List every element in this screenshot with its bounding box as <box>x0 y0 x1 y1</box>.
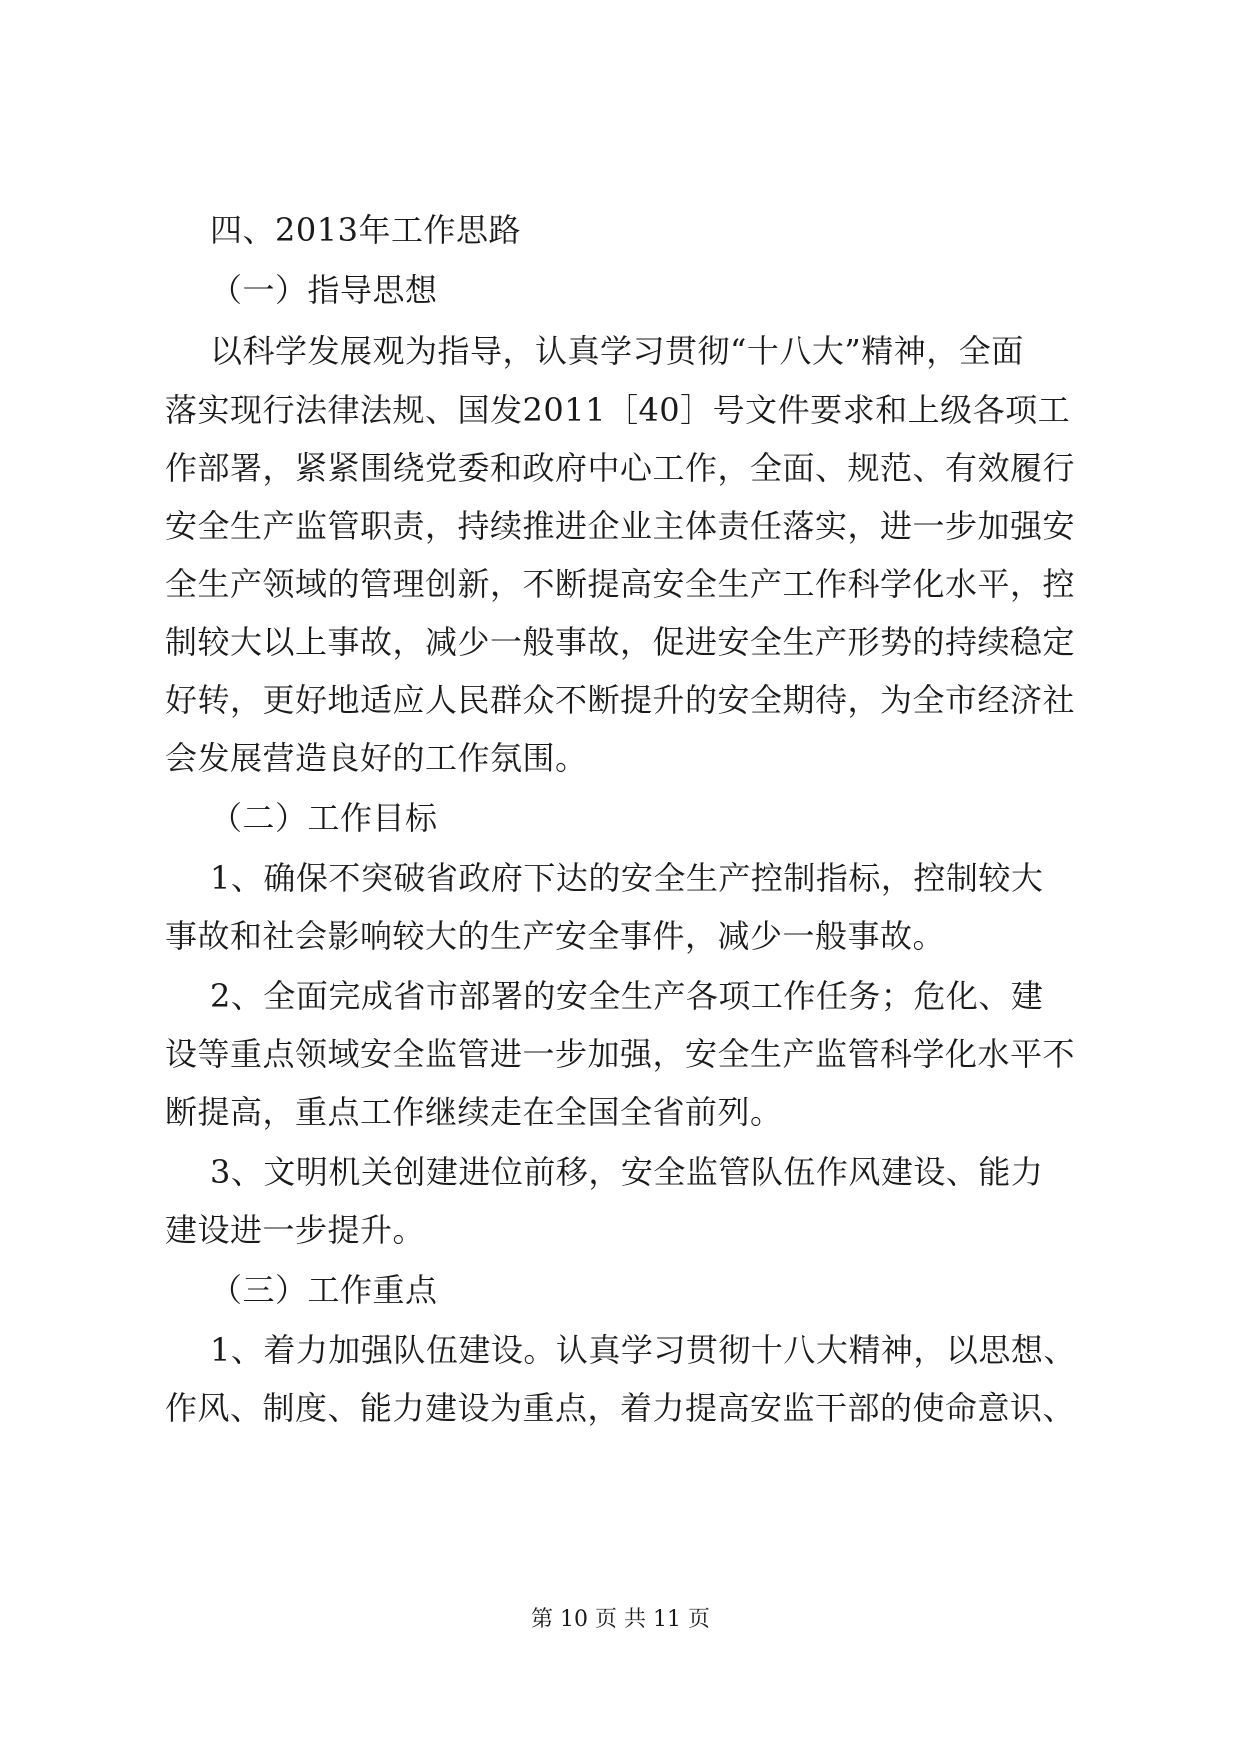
subsection-heading: （一）指导思想 <box>210 271 438 309</box>
paragraph-line: 作部署，紧紧围绕党委和政府中心工作，全面、规范、有效履行 <box>165 449 1076 487</box>
paragraph-line: 制较大以上事故，减少一般事故，促进安全生产形势的持续稳定 <box>165 623 1076 661</box>
paragraph-line: 作风、制度、能力建设为重点，着力提高安监干部的使命意识、 <box>165 1389 1076 1427</box>
paragraph-line: 1、着力加强队伍建设。认真学习贯彻十八大精神，以思想、 <box>210 1331 1076 1369</box>
paragraph-line: 断提高，重点工作继续走在全国全省前列。 <box>165 1093 783 1131</box>
subsection-heading: （二）工作目标 <box>210 799 438 837</box>
paragraph-line: 1、确保不突破省政府下达的安全生产控制指标，控制较大 <box>210 859 1044 897</box>
paragraph-line: 以科学发展观为指导，认真学习贯彻“十八大”精神，全面 <box>210 332 1024 370</box>
paragraph-line: 好转，更好地适应人民群众不断提升的安全期待，为全市经济社 <box>165 681 1076 719</box>
paragraph-line: 事故和社会影响较大的生产安全事件，减少一般事故。 <box>165 917 946 955</box>
paragraph-line: 设等重点领域安全监管进一步加强，安全生产监管科学化水平不 <box>165 1035 1076 1073</box>
paragraph-line: 会发展营造良好的工作氛围。 <box>165 739 588 777</box>
paragraph-line: 安全生产监管职责，持续推进企业主体责任落实，进一步加强安 <box>165 507 1076 545</box>
page-number-footer: 第 10 页 共 11 页 <box>531 1607 710 1632</box>
subsection-heading: （三）工作重点 <box>210 1271 438 1309</box>
paragraph-line: 建设进一步提升。 <box>165 1211 426 1249</box>
paragraph-line: 全生产领域的管理创新，不断提高安全生产工作科学化水平，控 <box>165 565 1076 603</box>
paragraph-line: 3、文明机关创建进位前移，安全监管队伍作风建设、能力 <box>210 1153 1044 1191</box>
paragraph-line: 落实现行法律法规、国发2011［40］号文件要求和上级各项工 <box>165 391 1071 429</box>
paragraph-line: 2、全面完成省市部署的安全生产各项工作任务；危化、建 <box>210 977 1044 1015</box>
section-heading: 四、2013年工作思路 <box>210 211 521 249</box>
